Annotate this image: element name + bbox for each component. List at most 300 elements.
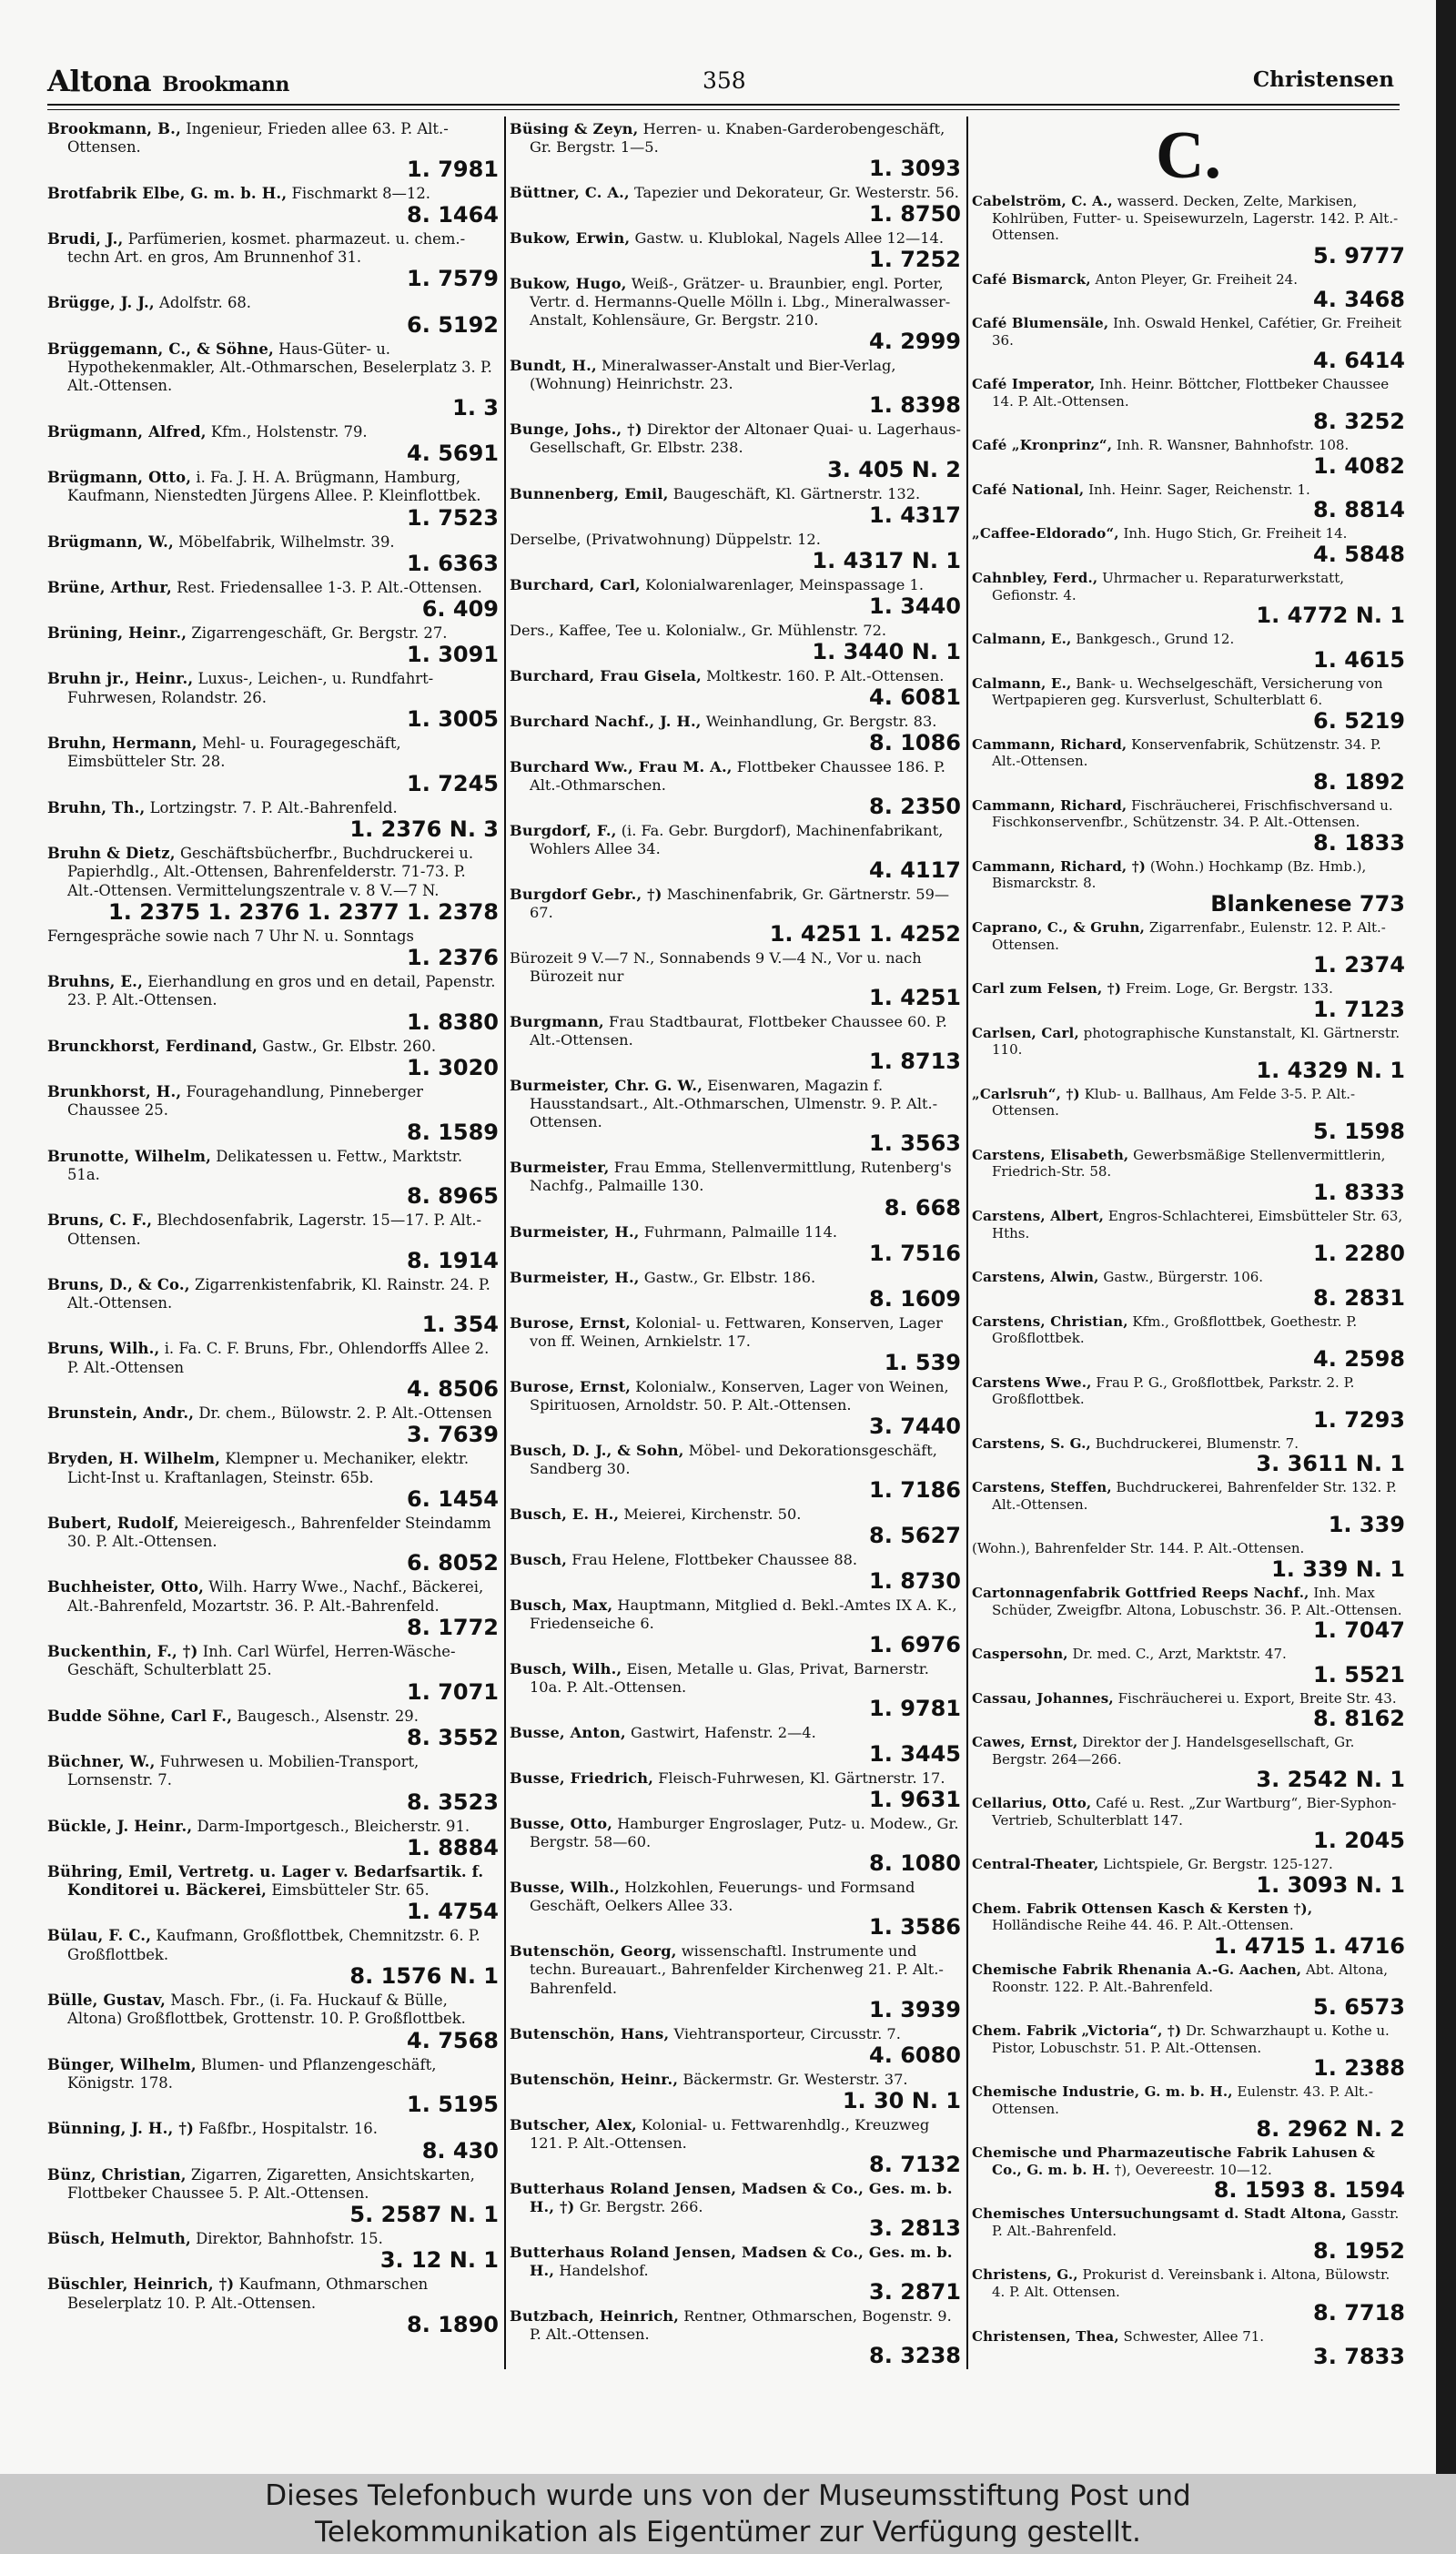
entry-name: Burgmann,	[510, 1013, 604, 1031]
entry-name: Brunstein, Andr.,	[47, 1404, 195, 1422]
entry-phone: 1. 8398	[869, 392, 961, 419]
entry-name: Chemisches Untersuchungsamt d. Stadt Altona,	[972, 2205, 1347, 2223]
entry-text: Zigarrenfabr., Eulenstr. 12. P. Alt.-Ottensen.	[992, 919, 1386, 953]
entry-name: Bundt, H.,	[510, 357, 597, 375]
entry-name: Brüne, Arthur,	[47, 578, 172, 596]
directory-entry	[47, 2230, 499, 2272]
entry-phone: 1. 30 N. 1	[842, 2087, 961, 2113]
entry-phone: 8. 3552	[407, 1724, 499, 1750]
entry-phone: 1. 7579	[407, 266, 499, 292]
entry-text: Haus-Güter- u. Hypothekenmakler, Alt.-Othmarschen, Beselerplatz 3. P. Alt.-Ottensen.	[67, 340, 492, 395]
entry-name: Bülle, Gustav,	[47, 1992, 167, 2010]
directory-entry	[510, 622, 961, 664]
directory-entry	[47, 1863, 499, 1924]
entry-text: Baugeschäft, Kl. Gärtnerstr. 132.	[672, 484, 921, 502]
entry-name: Chemische Industrie, G. m. b. H.,	[972, 2083, 1233, 2101]
entry-phone: 1. 7516	[869, 1240, 961, 1266]
entry-phone: 6. 409	[421, 596, 499, 623]
entry-name: Brudi, J.,	[47, 229, 124, 248]
entry-text: Inh. Max Schüder, Zweigfbr. Altona, Lobuschstr. 36. P. Alt.-Ottensen.	[992, 1584, 1402, 1618]
entry-text: Dr. Schwarzhaupt u. Kothe u. Pistor, Lobuschstr. 51. P. Alt.-Ottensen.	[992, 2022, 1390, 2056]
entry-text: Schwester, Allee 71.	[1123, 2327, 1265, 2345]
entry-phone: 1. 4615	[1313, 646, 1405, 673]
directory-entry	[972, 1025, 1405, 1082]
entry-phone: 8. 3238	[869, 2343, 961, 2369]
entry-phone: 1. 4772 N. 1	[1256, 603, 1405, 629]
entry-phone: 6. 1454	[407, 1485, 499, 1512]
entry-text: Eisenwaren, Magazin f. Hausstandsart., Alt.-Othmarschen, Ulmenstr. 9. P. Alt.-Ottensen.	[530, 1077, 938, 1131]
entry-text: Abt. Altona, Roonstr. 122. P. Alt.-Bahrenfeld.	[992, 1961, 1389, 1995]
entry-text: Meierei, Kirchenstr. 50.	[623, 1505, 802, 1523]
entry-name: Brüning, Heinr.,	[47, 624, 187, 643]
entry-phone: 4. 4117	[869, 856, 961, 883]
entry-text: Ders., Kaffee, Tee u. Kolonialw., Gr. Mühlenstr. 72.	[510, 621, 887, 639]
directory-entry	[972, 1269, 1405, 1310]
directory-entry	[972, 631, 1405, 672]
directory-entry	[510, 1159, 961, 1219]
entry-name: Cellarius, Otto,	[972, 1795, 1092, 1812]
entry-text: Faßfbr., Hospitalstr. 16.	[198, 2120, 378, 2138]
directory-entry	[972, 1147, 1405, 1204]
entry-phone: 1. 6976	[869, 1632, 961, 1658]
entry-name: Büchner, W.,	[47, 1752, 156, 1770]
directory-entry	[47, 469, 499, 530]
directory-entry	[972, 481, 1405, 522]
directory-entry	[972, 736, 1405, 794]
entry-phone: 4. 3468	[1313, 287, 1405, 313]
footer-banner	[0, 2474, 1456, 2554]
entry-name: Caprano, C., & Gruhn,	[972, 919, 1146, 937]
entry-name: Budde Söhne, Carl F.,	[47, 1707, 233, 1725]
directory-entry	[972, 858, 1405, 916]
entry-phone: 8. 1593 8. 1594	[1213, 2177, 1405, 2204]
entry-phone: 8. 1890	[407, 2312, 499, 2337]
directory-entry	[47, 973, 499, 1034]
directory-entry	[47, 1515, 499, 1576]
entry-phone: 6. 5192	[407, 311, 499, 338]
footer-line-2: Telekommunikation als Eigentümer zur Verfügung gestellt.	[315, 2516, 1141, 2549]
directory-entry	[510, 1724, 961, 1766]
entry-name: Carstens, S. G.,	[972, 1434, 1091, 1452]
page-header	[47, 60, 1403, 106]
entry-phone: 3. 2542 N. 1	[1256, 1767, 1405, 1793]
directory-entry	[47, 799, 499, 841]
entry-text: Konservenfabrik, Schützenstr. 34. P. Alt.-Ottensen.	[992, 735, 1381, 770]
entry-name: Bünz, Christian,	[47, 2165, 187, 2184]
entry-text: Gastw. u. Klublokal, Nagels Allee 12—14.	[634, 229, 944, 248]
entry-text: Dr. chem., Bülowstr. 2. P. Alt.-Ottensen	[198, 1404, 492, 1422]
directory-entry	[972, 2144, 1405, 2202]
directory-entry	[972, 2083, 1405, 2141]
entry-text: (Wohn.), Bahrenfelder Str. 144. P. Alt.-Ottensen.	[972, 1540, 1305, 1557]
directory-entry	[47, 845, 499, 924]
entry-text: Zigarrengeschäft, Gr. Bergstr. 27.	[191, 624, 448, 643]
entry-text: Eierhandlung en gros und en detail, Papenstr. 23. P. Alt.-Ottensen.	[67, 973, 496, 1009]
entry-name: Caspersohn,	[972, 1646, 1068, 1663]
entry-name: Chemische Fabrik Rhenania A.-G. Aachen,	[972, 1961, 1302, 1978]
directory-entry	[972, 1646, 1405, 1687]
entry-name: Bruhn, Hermann,	[47, 735, 197, 753]
entry-name: Busse, Anton,	[510, 1724, 626, 1742]
entry-text: Gasstr. P. Alt.-Bahrenfeld.	[992, 2205, 1400, 2239]
entry-text: Café u. Rest. „Zur Wartburg“, Bier-Syphon-Vertrieb, Schulterblatt 147.	[992, 1795, 1397, 1829]
entry-name: Burose, Ernst,	[510, 1377, 632, 1395]
entry-text: wissenschaftl. Instrumente und techn. Bureauart., Bahrenfelder Kirchenweg 21. P. Alt.-Bahrenfeld.	[530, 1942, 944, 1997]
entry-text: Flottbeker Chaussee 186. P. Alt.-Othmarschen.	[530, 757, 945, 794]
entry-phone: 1. 8713	[869, 1049, 961, 1075]
entry-name: Butenschön, Hans,	[510, 2024, 670, 2042]
directory-entry	[972, 1585, 1405, 1642]
entry-name: Christens, G.,	[972, 2266, 1078, 2284]
entry-phone: 8. 2350	[869, 793, 961, 819]
entry-phone: 3. 2871	[869, 2278, 961, 2305]
entry-name: Brügge, J. J.,	[47, 294, 155, 312]
entry-text: Blechdosenfabrik, Lagerstr. 15—17. P. Alt.-Ottensen.	[67, 1211, 482, 1248]
entry-phone: 8. 1609	[869, 1285, 961, 1312]
entry-name: Bunge, Johs., †)	[510, 421, 642, 439]
entry-text: Kolonial- u. Fettwarenhdlg., Kreuzweg 121. P. Alt.-Ottensen.	[530, 2115, 930, 2152]
entry-name: Busse, Friedrich,	[510, 1769, 654, 1788]
entry-text: Lichtspiele, Gr. Bergstr. 125-127.	[1103, 1856, 1333, 1873]
entry-phone: 1. 2374	[1313, 952, 1405, 978]
entry-name: Bukow, Hugo,	[510, 275, 627, 293]
entry-phone: 1. 8750	[869, 201, 961, 228]
entry-text: Mehl- u. Fouragegeschäft, Eimsbütteler Str. 28.	[67, 735, 401, 771]
entry-name: Burmeister,	[510, 1159, 610, 1177]
column-3	[972, 120, 1405, 2377]
entry-text: Fuhrwesen u. Mobilien-Transport, Lornsenstr. 7.	[67, 1752, 420, 1789]
entry-phone: 1. 3440	[869, 593, 961, 619]
entry-phone: 8. 668	[884, 1194, 961, 1221]
entry-name: Bünning, J. H., †)	[47, 2120, 195, 2138]
entry-name: Butenschön, Heinr.,	[510, 2070, 679, 2088]
column-1	[47, 120, 499, 2377]
entry-phone: 1. 339	[1328, 1512, 1405, 1538]
entry-text: Lortzingstr. 7. P. Alt.-Bahrenfeld.	[149, 798, 398, 816]
directory-entry	[510, 1551, 961, 1593]
entry-name: Büsing & Zeyn,	[510, 120, 639, 137]
entry-phone: 4. 6414	[1313, 348, 1405, 374]
directory-entry	[972, 980, 1405, 1021]
entry-text: Hauptmann, Mitglied d. Bekl.-Amtes IX A. K., Friedenseiche 6.	[530, 1596, 957, 1633]
entry-name: Bunnenberg, Emil,	[510, 484, 669, 502]
directory-entry	[47, 2166, 499, 2227]
entry-phone: 1. 3093	[869, 156, 961, 182]
entry-text: Blumen- und Pflanzengeschäft, Königstr. 178.	[67, 2055, 437, 2092]
entry-text: Masch. Fbr., (i. Fa. Huckauf & Bülle, Altona) Großflottbek, Grottenstr. 10. P. Großflottbek.	[67, 1992, 466, 2028]
entry-phone: 1. 539	[884, 1349, 961, 1375]
entry-phone: 4. 2999	[869, 329, 961, 355]
entry-text: Fischmarkt 8—12.	[291, 184, 430, 202]
entry-text: Kaufmann, Großflottbek, Chemnitzstr. 6. P. Großflottbek.	[67, 1927, 480, 1963]
entry-text: Kaufmann, Othmarschen Beselerplatz 10. P. Alt.-Ottensen.	[67, 2275, 429, 2312]
directory-entry	[972, 2328, 1405, 2369]
entry-name: Bühring, Emil, Vertretg. u. Lager v. Bedarfsartik. f. Konditorei u. Bäckerei,	[47, 1862, 484, 1900]
directory-entry	[47, 2275, 499, 2336]
entry-text: Moltkestr. 160. P. Alt.-Ottensen.	[706, 666, 945, 684]
entry-name: Butterhaus Roland Jensen, Madsen & Co., Ges. m. b. H., †)	[510, 2179, 953, 2215]
entry-name: Bruhn & Dietz,	[47, 844, 176, 862]
entry-name: Bruns, C. F.,	[47, 1211, 153, 1230]
entry-phone: 3. 7833	[1313, 2344, 1405, 2370]
directory-entry	[47, 1753, 499, 1814]
entry-phone: 1. 2388	[1313, 2055, 1405, 2082]
entry-phone: 1. 2376	[407, 945, 499, 971]
entry-text: Meiereigesch., Bahrenfelder Steindamm 30. P. Alt.-Ottensen.	[67, 1514, 491, 1551]
directory-entry	[972, 437, 1405, 478]
directory-entry	[510, 2307, 961, 2367]
entry-phone: 1. 7293	[1313, 1406, 1405, 1433]
entry-text: Freim. Loge, Gr. Bergstr. 133.	[1125, 980, 1333, 998]
entry-name: Carstens Wwe.,	[972, 1373, 1092, 1391]
entry-name: Butscher, Alex,	[510, 2115, 637, 2133]
entry-phone: 4. 7568	[407, 2027, 499, 2053]
directory-entry	[972, 1795, 1405, 1852]
entry-text: Bürozeit 9 V.—7 N., Sonnabends 9 V.—4 N., Vor u. nach Bürozeit nur	[510, 949, 922, 986]
entry-name: Carlsen, Carl,	[972, 1024, 1079, 1041]
entry-phone: 8. 1892	[1313, 768, 1405, 795]
entry-text: Gr. Bergstr. 266.	[579, 2197, 703, 2215]
entry-text: Bankgesch., Grund 12.	[1076, 631, 1235, 648]
entry-text: Eimsbütteler Str. 65.	[271, 1881, 430, 1900]
entry-name: Buckenthin, F., †)	[47, 1643, 198, 1661]
entry-phone: 1. 3563	[869, 1130, 961, 1157]
entry-name: Chemische und Pharmazeutische Fabrik Lahusen & Co., G. m. b. H.	[972, 2144, 1376, 2178]
entry-text: Uhrmacher u. Reparaturwerkstatt, Gefionstr. 4.	[992, 570, 1344, 603]
entry-text: Dr. med. C., Arzt, Marktstr. 47.	[1072, 1646, 1287, 1663]
directory-entry	[972, 1086, 1405, 1143]
directory-entry	[510, 421, 961, 481]
directory-entry	[972, 271, 1405, 312]
entry-phone: 1. 2375 1. 2376 1. 2377 1. 2378	[108, 898, 499, 925]
entry-text: Inh. R. Wansner, Bahnhofstr. 108.	[1116, 437, 1350, 454]
entry-name: Brookmann, B.,	[47, 120, 181, 137]
entry-phone: 1. 8333	[1313, 1179, 1405, 1205]
entry-text: Gastw., Gr. Elbstr. 186.	[643, 1268, 816, 1286]
directory-entry	[510, 1314, 961, 1374]
entry-name: Burgdorf Gebr., †)	[510, 885, 662, 903]
entry-name: Burchard, Carl,	[510, 575, 641, 593]
directory-entry	[972, 2022, 1405, 2080]
entry-phone: 1. 7252	[869, 247, 961, 273]
entry-phone: 5. 2587 N. 1	[349, 2202, 499, 2228]
entry-phone: 6. 5219	[1313, 707, 1405, 734]
entry-text: Direktor der Altonaer Quai- u. Lagerhaus-Gesellschaft, Gr. Elbstr. 238.	[530, 421, 961, 457]
directory-entry	[510, 1596, 961, 1657]
entry-phone: 1. 7047	[1313, 1617, 1405, 1644]
entry-name: Carstens, Steffen,	[972, 1479, 1112, 1496]
directory-entry	[510, 531, 961, 573]
entry-text: Fouragehandlung, Pinneberger Chaussee 25.	[67, 1083, 423, 1120]
directory-entry	[972, 2266, 1405, 2324]
entry-phone: 8. 3252	[1313, 409, 1405, 435]
entry-phone: 3. 7440	[869, 1413, 961, 1439]
directory-entry	[972, 1479, 1405, 1536]
entry-name: Cassau, Johannes,	[972, 1689, 1114, 1707]
entry-text: Herren- u. Knaben-Garderobengeschäft, Gr. Bergstr. 1—5.	[530, 120, 945, 157]
directory-entry	[972, 1690, 1405, 1731]
entry-phone: 1. 9781	[869, 1696, 961, 1722]
directory-entry	[510, 2071, 961, 2113]
directory-entry	[510, 1223, 961, 1265]
entry-text: Holzkohlen, Feuerungs- und Formsand Geschäft, Oelkers Allee 33.	[530, 1879, 915, 1915]
entry-text: Zigarren, Zigaretten, Ansichtskarten, Flottbeker Chaussee 5. P. Alt.-Ottensen.	[67, 2165, 475, 2202]
entry-text: Tapezier und Dekorateur, Gr. Westerstr. 56.	[633, 184, 959, 202]
entry-text: Eisen, Metalle u. Glas, Privat, Barnerstr. 10a. P. Alt.-Ottensen.	[530, 1660, 929, 1697]
entry-name: Brüggemann, C., & Söhne,	[47, 340, 274, 358]
entry-phone: 1. 4715 1. 4716	[1213, 1932, 1405, 1959]
entry-phone: 8. 7132	[869, 2151, 961, 2177]
entry-phone: 5. 6573	[1313, 1994, 1405, 2021]
directory-entry	[972, 1856, 1405, 1897]
entry-name: Burchard, Frau Gisela,	[510, 666, 702, 684]
directory-entry	[47, 2120, 499, 2162]
entry-phone: 1. 3	[452, 394, 499, 421]
entry-phone: 1. 4251 1. 4252	[769, 921, 961, 948]
entry-text: Zigarrenkistenfabrik, Kl. Rainstr. 24. P. Alt.-Ottensen.	[67, 1275, 490, 1312]
entry-text: Holländische Reihe 44. 46. P. Alt.-Ottensen.	[992, 1917, 1294, 1934]
directory-entry	[47, 1083, 499, 1144]
entry-phone: 1. 7523	[407, 504, 499, 531]
entry-phone: 4. 6080	[869, 2042, 961, 2068]
entry-phone: 1. 4082	[1313, 452, 1405, 479]
entry-text: Direktor der J. Handelsgesellschaft, Gr. Bergstr. 264—266.	[992, 1734, 1355, 1768]
entry-name: Busch,	[510, 1550, 568, 1568]
entry-name: Burgdorf, F.,	[510, 821, 617, 839]
directory-entry	[510, 1769, 961, 1811]
directory-entry	[510, 1879, 961, 1939]
entry-text: Kolonialwarenlager, Meinspassage 1.	[645, 575, 924, 593]
directory-entry	[47, 1992, 499, 2052]
entry-name: Carstens, Alwin,	[972, 1269, 1099, 1286]
entry-phone: 1. 8380	[407, 1008, 499, 1035]
entry-text: Möbel- und Dekorationsgeschäft, Sandberg 30.	[530, 1441, 937, 1477]
entry-text: Derselbe, (Privatwohnung) Düppelstr. 12.	[510, 530, 821, 548]
footer-line-1: Dieses Telefonbuch wurde uns von der Museumsstiftung Post und	[265, 2479, 1191, 2512]
directory-entry	[47, 340, 499, 420]
entry-text: Möbelfabrik, Wilhelmstr. 39.	[178, 532, 395, 551]
directory-entry	[47, 1038, 499, 1079]
header-first-name: Brookmann	[162, 73, 289, 96]
entry-phone: 8. 2831	[1313, 1284, 1405, 1311]
entry-text: Gewerbsmäßige Stellenvermittlerin, Friedrich-Str. 58.	[992, 1146, 1386, 1181]
entry-name: Café National,	[972, 481, 1085, 498]
entry-name: Burmeister, H.,	[510, 1222, 640, 1241]
directory-entry	[510, 1942, 961, 2021]
entry-phone: Blankenese 773	[1210, 891, 1405, 917]
entry-text: wasserd. Decken, Zelte, Markisen, Kohlrüben, Futter- u. Speisewurzeln, Lagerstr. 142. P. Alt.-Ottensen.	[992, 193, 1399, 244]
entry-phone: 1. 3005	[407, 706, 499, 733]
entry-phone: 8. 1772	[407, 1615, 499, 1641]
entry-phone: 3. 12 N. 1	[379, 2247, 499, 2274]
entry-phone: 8. 3523	[407, 1789, 499, 1815]
entry-name: Brunotte, Wilhelm,	[47, 1147, 212, 1165]
entry-text: Ferngespräche sowie nach 7 Uhr N. u. Sonntags	[47, 927, 414, 945]
directory-entry	[510, 1269, 961, 1311]
entry-name: Bruhns, E.,	[47, 973, 143, 991]
directory-entry	[972, 193, 1405, 268]
entry-text: Fuhrmann, Palmaille 114.	[643, 1222, 838, 1241]
entry-phone: 1. 339 N. 1	[1271, 1556, 1405, 1582]
entry-name: Burchard Nachf., J. H.,	[510, 712, 702, 730]
entry-phone: 4. 5691	[407, 440, 499, 466]
directory-entry	[510, 1660, 961, 1720]
entry-text: Maschinenfabrik, Gr. Gärtnerstr. 59—67.	[530, 885, 950, 922]
entry-text: Hamburger Engroslager, Putz- u. Modew., Gr. Bergstr. 58—60.	[530, 1815, 959, 1851]
entry-name: Büttner, C. A.,	[510, 184, 630, 202]
entry-name: Chem. Fabrik Ottensen Kasch & Kersten †),	[972, 1900, 1313, 1917]
entry-name: Café Bismarck,	[972, 270, 1091, 288]
entry-name: Bückle, J. Heinr.,	[47, 1817, 193, 1835]
entry-text: Gastw., Gr. Elbstr. 260.	[262, 1037, 437, 1055]
directory-entry	[972, 525, 1405, 566]
directory-entry	[510, 1815, 961, 1875]
entry-name: Café Blumensäle,	[972, 315, 1109, 332]
entry-text: Frau Helene, Flottbeker Chaussee 88.	[571, 1550, 858, 1568]
entry-name: Bryden, H. Wilhelm,	[47, 1450, 221, 1468]
directory-entry	[510, 229, 961, 271]
entry-phone: 1. 7186	[869, 1476, 961, 1503]
entry-name: Bubert, Rudolf,	[47, 1514, 179, 1532]
entry-phone: 1. 7981	[407, 156, 499, 182]
page-number: 358	[703, 67, 746, 94]
entry-phone: 4. 2598	[1313, 1345, 1405, 1372]
entry-name: Burose, Ernst,	[510, 1313, 632, 1332]
directory-entry	[47, 1276, 499, 1337]
directory-entry	[47, 1148, 499, 1209]
entry-text: Frau P. G., Großflottbek, Parkstr. 2. P. Großflottbek.	[992, 1373, 1355, 1408]
entry-name: Calmann, E.,	[972, 631, 1072, 648]
directory-entry	[510, 2244, 961, 2304]
entry-name: Burmeister, H.,	[510, 1268, 640, 1286]
entry-phone: 6. 8052	[407, 1550, 499, 1576]
entry-text: Eulenstr. 43. P. Alt.-Ottensen.	[992, 2083, 1373, 2117]
entry-text: Kolonial- u. Fettwaren, Konserven, Lager von ff. Weinen, Arnkielstr. 17.	[530, 1313, 943, 1350]
directory-entry	[972, 1540, 1405, 1581]
column-2	[510, 120, 961, 2377]
directory-entry	[510, 2025, 961, 2067]
entry-text: i. Fa. J. H. A. Brügmann, Hamburg, Kaufmann, Nienstedten Jürgens Allee. P. Kleinflottbek.	[67, 468, 481, 505]
entry-phone: 8. 5627	[869, 1522, 961, 1548]
entry-name: Café Imperator,	[972, 376, 1096, 393]
entry-name: „Caffee-Eldorado“,	[972, 525, 1119, 542]
entry-phone: 1. 2280	[1313, 1241, 1405, 1267]
entry-phone: 1. 7245	[407, 770, 499, 796]
entry-phone: 8. 1576 N. 1	[349, 1963, 499, 1990]
directory-entry	[47, 1578, 499, 1639]
entry-phone: 3. 3611 N. 1	[1256, 1451, 1405, 1477]
entry-phone: 1. 3586	[869, 1914, 961, 1941]
entry-phone: 8. 8162	[1313, 1706, 1405, 1732]
header-rule	[47, 104, 1400, 106]
column-divider-2	[966, 117, 968, 2369]
entry-phone: 1. 5521	[1313, 1661, 1405, 1687]
directory-entry	[510, 1077, 961, 1155]
entry-text: Buchdruckerei, Blumenstr. 7.	[1095, 1434, 1299, 1452]
entry-text: Anton Pleyer, Gr. Freiheit 24.	[1095, 270, 1298, 288]
entry-name: Busch, Max,	[510, 1596, 613, 1614]
entry-text: Ingenieur, Frieden allee 63. P. Alt.-Ottensen.	[67, 120, 449, 157]
entry-name: Bünger, Wilhelm,	[47, 2055, 197, 2073]
entry-text: Inh. Heinr. Sager, Reichenstr. 1.	[1088, 481, 1310, 498]
entry-name: Busch, Wilh.,	[510, 1660, 622, 1678]
directory-entry	[47, 2056, 499, 2117]
directory-entry	[510, 758, 961, 818]
entry-text: Adolfstr. 68.	[158, 294, 252, 312]
entry-name: Cartonnagenfabrik Gottfried Reeps Nachf.,	[972, 1584, 1309, 1601]
page-edge-shadow	[1436, 0, 1456, 2474]
entry-name: Busch, E. H.,	[510, 1505, 620, 1523]
